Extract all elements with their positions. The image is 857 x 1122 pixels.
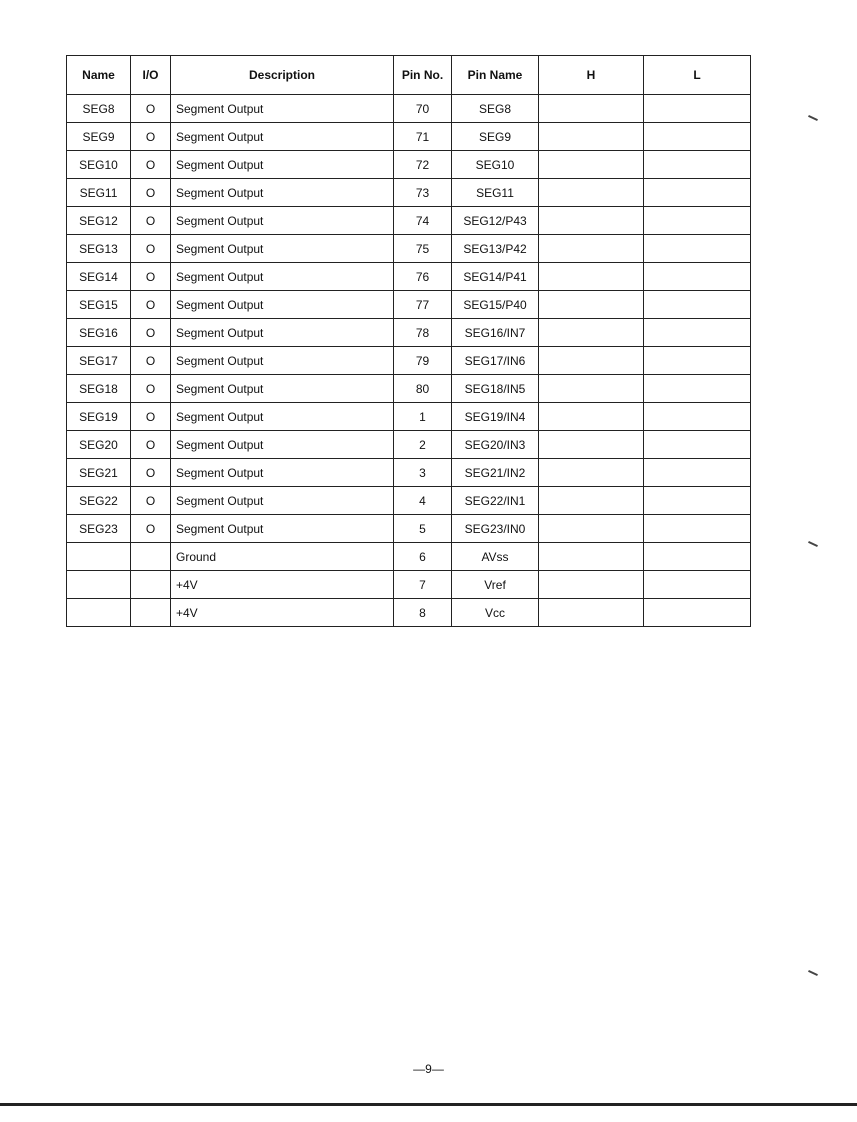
cell-description: Segment Output [171, 151, 394, 179]
cell-pin-no: 74 [394, 207, 452, 235]
table-body [67, 95, 751, 627]
header-pin-name: Pin Name [452, 56, 539, 95]
cell-name: SEG8 [67, 95, 131, 123]
cell-io: O [131, 515, 171, 543]
cell-description: Segment Output [171, 403, 394, 431]
cell-h [539, 571, 644, 599]
header-pin-no: Pin No. [394, 56, 452, 95]
cell-pin-no: 6 [394, 543, 452, 571]
cell-description: Ground [171, 543, 394, 571]
cell-io: O [131, 263, 171, 291]
cell-l [644, 403, 751, 431]
cell-io: O [131, 375, 171, 403]
cell-pin-no: 72 [394, 151, 452, 179]
cell-name [67, 571, 131, 599]
cell-l [644, 319, 751, 347]
table-row [67, 459, 751, 487]
cell-pin-name: SEG15/P40 [452, 291, 539, 319]
cell-pin-no: 5 [394, 515, 452, 543]
pin-table [66, 55, 751, 627]
cell-pin-no: 79 [394, 347, 452, 375]
cell-pin-name: SEG9 [452, 123, 539, 151]
cell-l [644, 543, 751, 571]
cell-name: SEG22 [67, 487, 131, 515]
cell-io: O [131, 207, 171, 235]
cell-l [644, 375, 751, 403]
cell-pin-name: SEG11 [452, 179, 539, 207]
cell-h [539, 431, 644, 459]
cell-description: Segment Output [171, 459, 394, 487]
table-row [67, 571, 751, 599]
cell-h [539, 179, 644, 207]
cell-l [644, 459, 751, 487]
cell-h [539, 515, 644, 543]
cell-name: SEG9 [67, 123, 131, 151]
cell-l [644, 347, 751, 375]
scan-mark [808, 541, 818, 547]
cell-pin-name: Vcc [452, 599, 539, 627]
cell-io: O [131, 95, 171, 123]
cell-h [539, 263, 644, 291]
cell-description: Segment Output [171, 375, 394, 403]
cell-pin-name: SEG12/P43 [452, 207, 539, 235]
cell-l [644, 571, 751, 599]
scan-mark [808, 970, 818, 976]
cell-name: SEG10 [67, 151, 131, 179]
cell-io: O [131, 487, 171, 515]
cell-pin-name: SEG10 [452, 151, 539, 179]
table-row [67, 95, 751, 123]
cell-pin-no: 2 [394, 431, 452, 459]
cell-name: SEG17 [67, 347, 131, 375]
table-row [67, 599, 751, 627]
cell-pin-name: SEG20/IN3 [452, 431, 539, 459]
cell-h [539, 319, 644, 347]
cell-h [539, 123, 644, 151]
cell-name: SEG18 [67, 375, 131, 403]
cell-pin-no: 8 [394, 599, 452, 627]
table-row [67, 403, 751, 431]
table-row [67, 179, 751, 207]
cell-pin-name: SEG23/IN0 [452, 515, 539, 543]
header-io: I/O [131, 56, 171, 95]
header-name: Name [67, 56, 131, 95]
cell-name: SEG23 [67, 515, 131, 543]
cell-description: Segment Output [171, 235, 394, 263]
cell-h [539, 95, 644, 123]
cell-h [539, 459, 644, 487]
cell-description: Segment Output [171, 179, 394, 207]
cell-pin-name: SEG19/IN4 [452, 403, 539, 431]
cell-l [644, 179, 751, 207]
table-row [67, 207, 751, 235]
cell-h [539, 487, 644, 515]
cell-description: Segment Output [171, 431, 394, 459]
cell-l [644, 95, 751, 123]
cell-description: Segment Output [171, 263, 394, 291]
table-row [67, 319, 751, 347]
cell-pin-name: SEG17/IN6 [452, 347, 539, 375]
cell-name: SEG12 [67, 207, 131, 235]
cell-h [539, 347, 644, 375]
cell-pin-no: 1 [394, 403, 452, 431]
table-row [67, 123, 751, 151]
cell-pin-no: 76 [394, 263, 452, 291]
cell-h [539, 151, 644, 179]
cell-h [539, 235, 644, 263]
cell-io [131, 543, 171, 571]
cell-name: SEG16 [67, 319, 131, 347]
cell-l [644, 431, 751, 459]
cell-description: Segment Output [171, 347, 394, 375]
cell-name: SEG20 [67, 431, 131, 459]
cell-l [644, 123, 751, 151]
cell-h [539, 375, 644, 403]
cell-pin-no: 73 [394, 179, 452, 207]
cell-pin-no: 3 [394, 459, 452, 487]
cell-io: O [131, 347, 171, 375]
cell-description: +4V [171, 599, 394, 627]
header-l: L [644, 56, 751, 95]
table-row [67, 375, 751, 403]
cell-h [539, 403, 644, 431]
cell-name: SEG13 [67, 235, 131, 263]
cell-l [644, 207, 751, 235]
table-row [67, 515, 751, 543]
cell-io: O [131, 235, 171, 263]
table-row [67, 151, 751, 179]
cell-l [644, 515, 751, 543]
cell-description: Segment Output [171, 319, 394, 347]
cell-io [131, 571, 171, 599]
cell-h [539, 543, 644, 571]
table-header-row [67, 56, 751, 95]
cell-pin-name: SEG22/IN1 [452, 487, 539, 515]
cell-pin-name: AVss [452, 543, 539, 571]
cell-h [539, 207, 644, 235]
table-row [67, 263, 751, 291]
table-row [67, 347, 751, 375]
cell-pin-no: 7 [394, 571, 452, 599]
cell-l [644, 263, 751, 291]
cell-h [539, 291, 644, 319]
cell-h [539, 599, 644, 627]
cell-name: SEG14 [67, 263, 131, 291]
cell-io: O [131, 319, 171, 347]
cell-pin-name: Vref [452, 571, 539, 599]
cell-pin-name: SEG14/P41 [452, 263, 539, 291]
cell-name [67, 543, 131, 571]
cell-l [644, 151, 751, 179]
cell-l [644, 291, 751, 319]
cell-pin-name: SEG13/P42 [452, 235, 539, 263]
cell-pin-no: 80 [394, 375, 452, 403]
cell-io: O [131, 123, 171, 151]
cell-name: SEG15 [67, 291, 131, 319]
page-number: —9— [413, 1062, 444, 1076]
cell-io [131, 599, 171, 627]
cell-l [644, 487, 751, 515]
cell-pin-no: 78 [394, 319, 452, 347]
table-row [67, 487, 751, 515]
cell-description: Segment Output [171, 487, 394, 515]
cell-name: SEG21 [67, 459, 131, 487]
cell-description: Segment Output [171, 123, 394, 151]
cell-pin-name: SEG8 [452, 95, 539, 123]
cell-io: O [131, 459, 171, 487]
cell-description: Segment Output [171, 95, 394, 123]
scan-mark [808, 115, 818, 121]
table-row [67, 235, 751, 263]
cell-io: O [131, 291, 171, 319]
cell-description: Segment Output [171, 207, 394, 235]
table-row [67, 543, 751, 571]
cell-pin-name: SEG16/IN7 [452, 319, 539, 347]
cell-name: SEG11 [67, 179, 131, 207]
table-row [67, 291, 751, 319]
cell-name: SEG19 [67, 403, 131, 431]
cell-pin-name: SEG18/IN5 [452, 375, 539, 403]
cell-l [644, 599, 751, 627]
cell-pin-no: 75 [394, 235, 452, 263]
cell-io: O [131, 151, 171, 179]
cell-name [67, 599, 131, 627]
table-row [67, 431, 751, 459]
cell-io: O [131, 403, 171, 431]
cell-pin-no: 71 [394, 123, 452, 151]
header-description: Description [171, 56, 394, 95]
header-h: H [539, 56, 644, 95]
cell-io: O [131, 431, 171, 459]
cell-pin-no: 77 [394, 291, 452, 319]
cell-pin-name: SEG21/IN2 [452, 459, 539, 487]
cell-description: Segment Output [171, 291, 394, 319]
cell-description: +4V [171, 571, 394, 599]
cell-description: Segment Output [171, 515, 394, 543]
cell-l [644, 235, 751, 263]
bottom-rule [0, 1103, 857, 1106]
cell-pin-no: 4 [394, 487, 452, 515]
cell-pin-no: 70 [394, 95, 452, 123]
cell-io: O [131, 179, 171, 207]
